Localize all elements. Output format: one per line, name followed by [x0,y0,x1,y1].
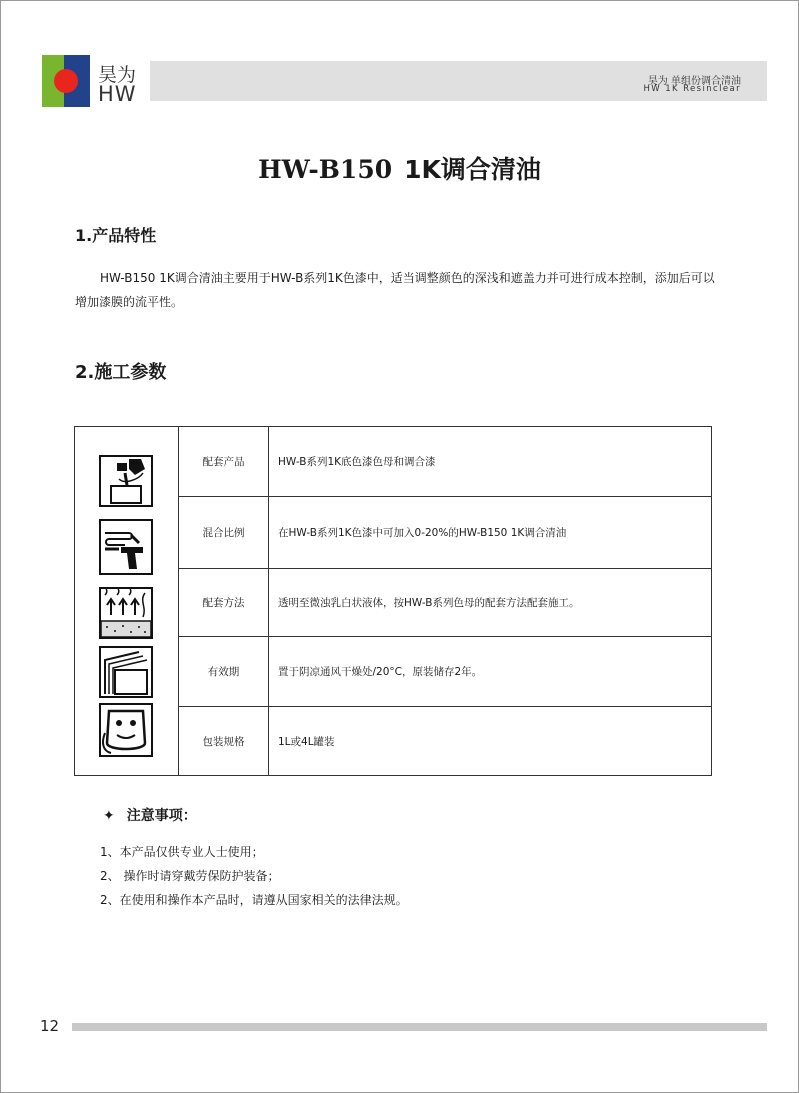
row-label: 混合比例 [179,497,269,568]
row-value: HW-B系列1K底色漆色母和调合漆 [278,456,436,468]
brand-name-cn: 昊为 [98,64,137,86]
row-value: 1L或4L罐装 [278,735,335,748]
table-row [179,497,711,569]
row-value: 在HW-B系列1K色漆中可加入0-20%的HW-B150 1K调合清油 [278,527,567,539]
table-row [179,707,711,775]
table-row [179,637,711,707]
notes-heading [103,805,197,825]
brand-logo [42,55,152,107]
section-heading-features: 1.产品特性 [75,226,157,245]
row-label: 有效期 [179,637,269,706]
row-label: 配套产品 [179,427,269,496]
page-title [0,150,799,186]
brand-name-en: HW [98,82,137,106]
row-value: 透明至微浊乳白状液体，按HW-B系列色母的配套方法配套施工。 [278,597,580,609]
note-item: 2、在使用和操作本产品时，请遵从国家相关的法律法规。 [100,893,408,907]
footer-bar [72,1023,767,1031]
title-product-name: 1K调合清油 [404,155,541,184]
header-product-cn: 昊为 单组份调合清油 [647,76,741,87]
section-heading-parameters: 2.施工参数 [75,362,167,383]
title-model: HW-B150 [258,155,393,184]
notes-heading-text: 注意事项： [126,808,197,824]
spray-gun-icon [99,519,153,575]
icon-column [75,427,179,775]
pouring-paint-icon [99,455,153,507]
logo-red-circle [54,69,78,93]
page-number: 12 [40,1017,60,1035]
header-product-en: HW 1K Resinclear [643,84,741,94]
row-value: 置于阴凉通风干燥处/20°C，原装储存2年。 [278,666,483,678]
star-icon: ✦ [103,808,115,824]
note-item: 2、 操作时请穿戴劳保防护装备； [100,869,280,883]
drying-heat-icon [99,587,153,639]
parameter-rows [179,427,711,775]
note-item: 1、本产品仅供专业人士使用； [100,845,264,859]
table-row [179,427,711,497]
row-label: 配套方法 [179,569,269,636]
header-bar [150,61,767,101]
features-paragraph: HW-B150 1K调合清油主要用于HW-B系列1K色漆中，适当调整颜色的深浅和遮盖力并可进行成本控制，添加后可以增加漆膜的流平性。 [75,271,715,309]
row-label: 包装规格 [179,707,269,775]
table-row [179,569,711,637]
safety-mask-icon [99,703,153,757]
application-parameters-table [74,426,712,776]
panel-layers-icon [99,646,153,698]
